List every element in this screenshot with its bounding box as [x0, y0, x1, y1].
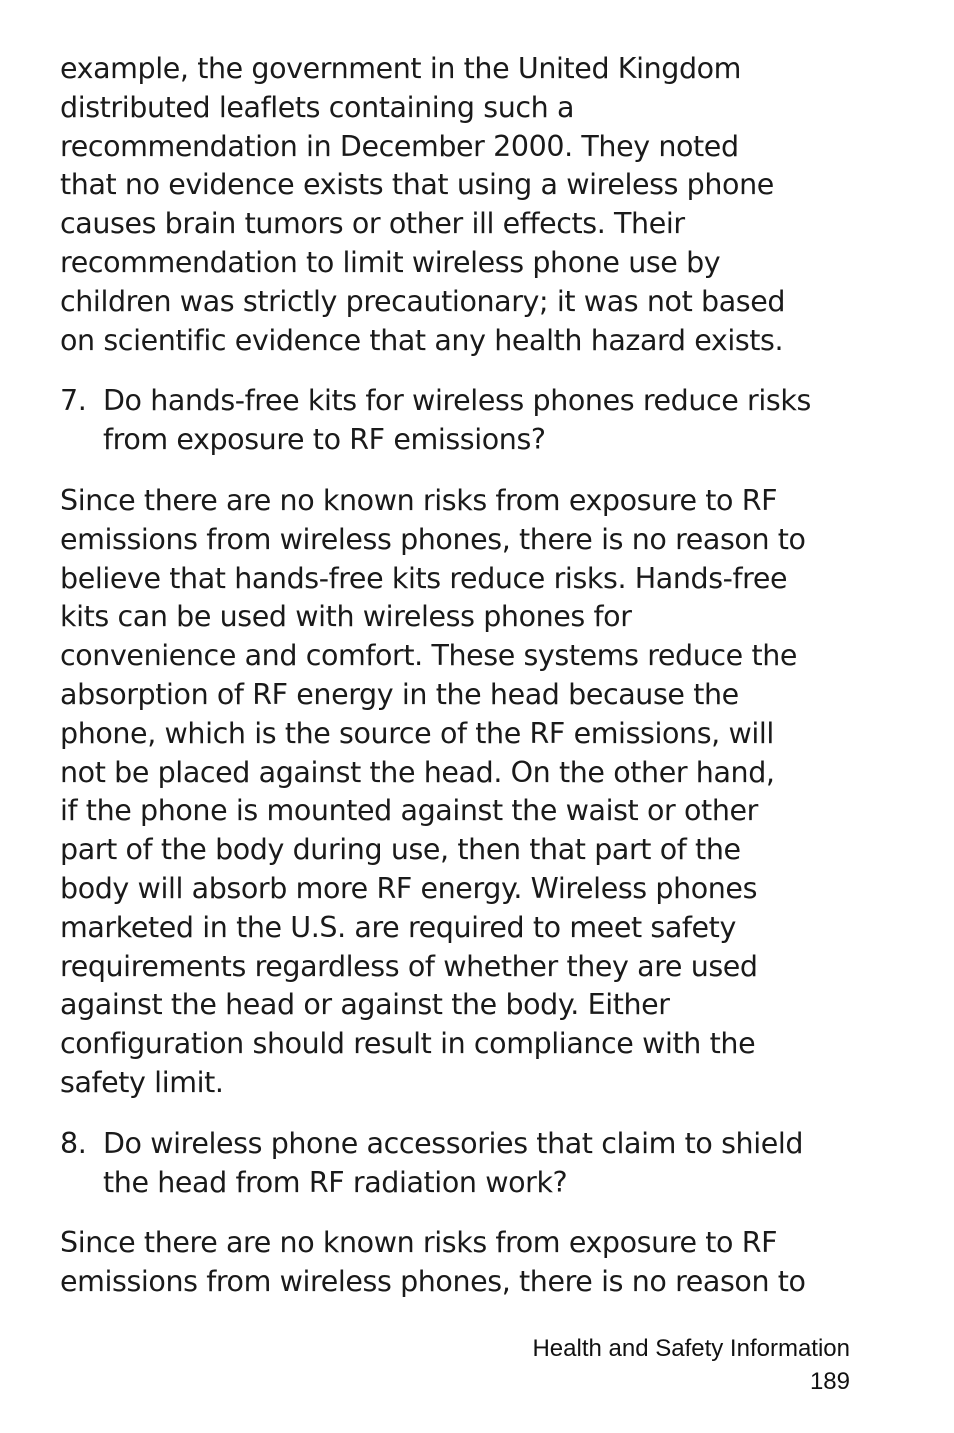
text-line: example, the government in the United Kingdom [60, 52, 742, 85]
text-line: phone, which is the source of the RF emissions, will [60, 716, 774, 750]
text-line: children was strictly precautionary; it was not based [60, 284, 786, 318]
question-number: 7. [60, 384, 87, 418]
text-line: Since there are no known risks from exposure to RF [60, 483, 778, 517]
text-line: if the phone is mounted against the waist or other [60, 794, 758, 828]
question-7 [60, 382, 890, 460]
question-number: 8. [60, 1126, 87, 1160]
text-line: safety limit. [60, 1065, 224, 1099]
text-line: requirements regardless of whether they are used [60, 949, 758, 983]
text-line: that no evidence exists that using a wireless phone [60, 168, 774, 202]
text-line: the head from RF radiation work? [103, 1165, 568, 1199]
text-line: Do wireless phone accessories that claim to shield [103, 1126, 804, 1160]
text-line: against the head or against the body. Either [60, 988, 670, 1022]
text-line: recommendation to limit wireless phone use by [60, 245, 721, 279]
text-line: emissions from wireless phones, there is no reason to [60, 1265, 806, 1299]
page-footer [532, 1332, 850, 1398]
document-page [60, 50, 890, 1324]
paragraph-hands-free-answer [60, 482, 890, 1103]
question-text [103, 382, 811, 460]
text-line: distributed leaflets containing such a [60, 90, 575, 124]
text-line: believe that hands-free kits reduce risks. Hands-free [60, 561, 788, 595]
footer-section-title: Health and Safety Information [532, 1335, 850, 1362]
text-line: marketed in the U.S. are required to meet safety [60, 910, 736, 944]
text-line: emissions from wireless phones, there is no reason to [60, 522, 806, 556]
question-8 [60, 1125, 890, 1203]
text-line: part of the body during use, then that part of the [60, 833, 741, 867]
text-line: kits can be used with wireless phones for [60, 600, 632, 634]
page-number: 189 [809, 1368, 850, 1395]
paragraph-uk-recommendation [60, 50, 890, 360]
text-line: from exposure to RF emissions? [103, 423, 546, 457]
paragraph-shield-answer [60, 1224, 890, 1302]
question-text [103, 1125, 803, 1203]
text-line: Do hands-free kits for wireless phones reduce risks [103, 384, 811, 418]
text-line: on scientific evidence that any health hazard exists. [60, 323, 784, 357]
text-line: configuration should result in compliance with the [60, 1027, 756, 1061]
text-line: absorption of RF energy in the head because the [60, 677, 739, 711]
text-line: recommendation in December 2000. They noted [60, 129, 739, 163]
text-line: not be placed against the head. On the other hand, [60, 755, 775, 789]
text-line: causes brain tumors or other ill effects. Their [60, 207, 685, 241]
text-line: Since there are no known risks from exposure to RF [60, 1226, 778, 1260]
text-line: convenience and comfort. These systems reduce the [60, 639, 798, 673]
text-line: body will absorb more RF energy. Wireless phones [60, 871, 758, 905]
